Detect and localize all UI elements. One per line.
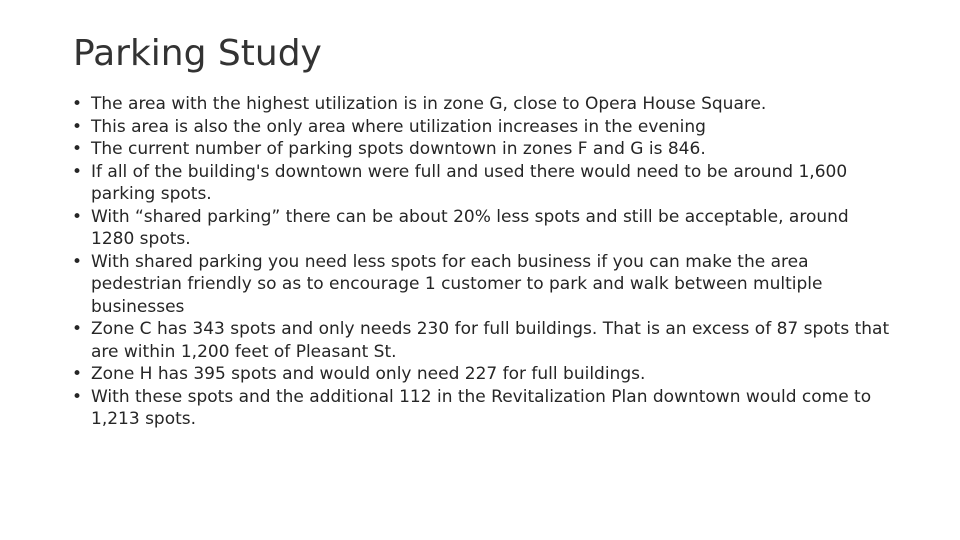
bullet-icon: • <box>72 251 83 272</box>
bullet-text: If all of the building's downtown were full and used there would need to be around 1,600 parking spots. <box>91 161 848 204</box>
bullet-text: With shared parking you need less spots for each business if you can make the area pedestrian friendly so as to encourage 1 customer to park and walk between multiple businesses <box>91 251 823 317</box>
bullet-icon: • <box>72 139 83 159</box>
bullet-item <box>72 93 892 116</box>
bullet-item <box>72 206 892 251</box>
bullet-text: This area is also the only area where utilization increases in the evening <box>91 116 706 137</box>
bullet-text: The current number of parking spots downtown in zones F and G is 846. <box>91 139 706 159</box>
bullet-text: Zone H has 395 spots and would only need 227 for full buildings. <box>91 364 646 384</box>
bullet-icon: • <box>72 364 83 384</box>
bullet-item <box>72 386 892 431</box>
slide-title: Parking Study <box>73 33 322 74</box>
bullet-icon: • <box>72 319 83 339</box>
bullet-text: With these spots and the additional 112 in the Revitalization Plan downtown would come to 1,213 spots. <box>91 386 872 429</box>
bullet-text: Zone C has 343 spots and only needs 230 for full buildings. That is an excess of 87 spots that are within 1,200 feet of Pleasant St. <box>91 319 890 362</box>
bullet-item <box>72 161 892 206</box>
bullet-item <box>72 116 892 139</box>
bullet-item <box>72 363 892 386</box>
bullet-icon: • <box>72 116 83 137</box>
bullet-item <box>72 251 892 319</box>
bullet-list <box>72 93 892 431</box>
bullet-text: With “shared parking” there can be about 20% less spots and still be acceptable, around 1280 spots. <box>91 206 849 249</box>
bullet-item <box>72 138 892 161</box>
bullet-item <box>72 318 892 363</box>
bullet-icon: • <box>72 386 83 407</box>
bullet-icon: • <box>72 161 83 182</box>
bullet-text: The area with the highest utilization is in zone G, close to Opera House Square. <box>91 94 767 114</box>
bullet-icon: • <box>72 94 83 114</box>
bullet-icon: • <box>72 206 83 227</box>
